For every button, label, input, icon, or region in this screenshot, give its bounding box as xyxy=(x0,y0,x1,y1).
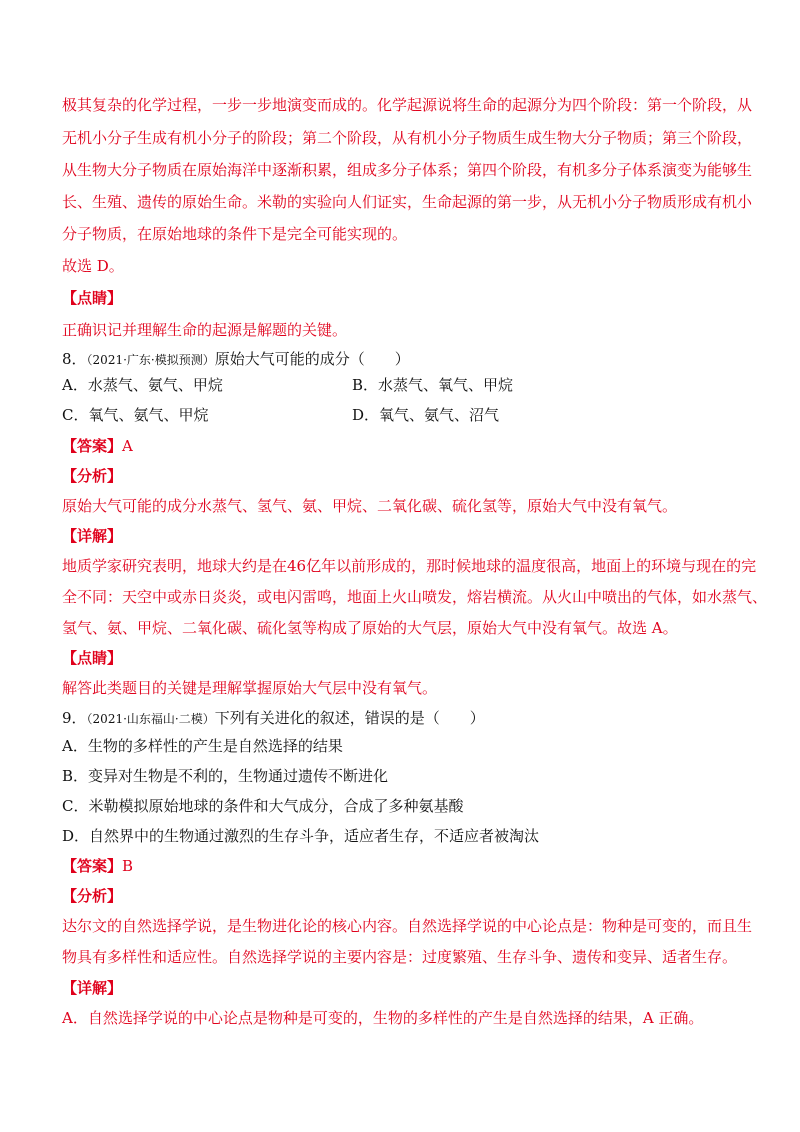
q9-stem: 下列有关进化的叙述，错误的是（ ） xyxy=(214,709,485,727)
q8-option-a: A．水蒸气、氨气、甲烷 xyxy=(62,376,223,394)
intro-comment-tag: 【点睛】 xyxy=(62,289,123,307)
q9-analysis-line-1: 达尔文的自然选择学说，是生物进化论的核心内容。自然选择学说的中心论点是：物种是可变的，而且生 xyxy=(62,917,753,935)
q8-detail-tag: 【详解】 xyxy=(62,527,123,545)
q9-option-b: B．变异对生物是不利的，生物通过遗传不断进化 xyxy=(62,767,389,785)
q8-answer: A xyxy=(122,437,133,455)
q9-stem-line xyxy=(62,708,485,729)
q8-detail-line-3: 氢气、氨、甲烷、二氧化碳、硫化氢等构成了原始的大气层，原始大气中没有氧气。故选 A。 xyxy=(62,619,678,637)
intro-line-4: 长、生殖、遗传的原始生命。米勒的实验向人们证实，生命起源的第一步，从无机小分子物质形成有机小 xyxy=(62,193,753,211)
q9-answer-line xyxy=(62,856,133,876)
q8-stem: 原始大气可能的成分（ ） xyxy=(214,350,410,368)
q8-answer-line xyxy=(62,436,133,456)
intro-conclusion: 故选 D。 xyxy=(62,257,124,275)
intro-line-2: 无机小分子生成有机小分子的阶段；第二个阶段，从有机小分子物质生成生物大分子物质；第三个阶段， xyxy=(62,129,753,147)
q9-option-a: A．生物的多样性的产生是自然选择的结果 xyxy=(62,737,343,755)
q8-answer-tag: 【答案】 xyxy=(62,437,123,455)
q9-option-c: C．米勒模拟原始地球的条件和大气成分，合成了多种氨基酸 xyxy=(62,797,464,815)
q8-option-b: B．水蒸气、氧气、甲烷 xyxy=(352,376,514,394)
q8-comment: 解答此类题目的关键是理解掌握原始大气层中没有氧气。 xyxy=(62,679,438,697)
q9-number: 9． xyxy=(62,709,87,727)
intro-line-3: 从生物大分子物质在原始海洋中逐渐积累，组成多分子体系；第四个阶段，有机多分子体系演变为能够生 xyxy=(62,161,753,179)
intro-comment: 正确识记并理解生命的起源是解题的关键。 xyxy=(62,321,348,339)
q9-source: （2021·山东福山·二模） xyxy=(86,712,215,726)
q9-analysis-line-2: 物具有多样性和适应性。自然选择学说的主要内容是：过度繁殖、生存斗争、遗传和变异、适者生存。 xyxy=(62,948,738,966)
q9-analysis-tag: 【分析】 xyxy=(62,887,123,905)
intro-line-5: 分子物质，在原始地球的条件下是完全可能实现的。 xyxy=(62,225,408,243)
q8-analysis: 原始大气可能的成分水蒸气、氢气、氨、甲烷、二氧化碳、硫化氢等，原始大气中没有氧气。 xyxy=(62,497,678,515)
q9-detail: A．自然选择学说的中心论点是物种是可变的，生物的多样性的产生是自然选择的结果，A 正确。 xyxy=(62,1009,704,1027)
q9-detail-tag: 【详解】 xyxy=(62,979,123,997)
intro-line-1: 极其复杂的化学过程，一步一步地演变而成的。化学起源说将生命的起源分为四个阶段：第一个阶段，从 xyxy=(62,96,753,114)
q8-stem-line xyxy=(62,349,410,370)
q9-option-d: D．自然界中的生物通过激烈的生存斗争，适应者生存，不适应者被淘汰 xyxy=(62,827,540,845)
q8-analysis-tag: 【分析】 xyxy=(62,467,123,485)
q8-source: （2021·广东·模拟预测） xyxy=(86,353,215,367)
q8-comment-tag: 【点睛】 xyxy=(62,649,123,667)
q8-detail-line-1: 地质学家研究表明，地球大约是在46亿年以前形成的，那时候地球的温度很高，地面上的环境与现在的完 xyxy=(62,557,757,575)
q9-answer: B xyxy=(122,857,134,875)
q9-answer-tag: 【答案】 xyxy=(62,857,123,875)
q8-option-c: C．氧气、氨气、甲烷 xyxy=(62,406,209,424)
q8-detail-line-2: 全不同：天空中或赤日炎炎，或电闪雷鸣，地面上火山喷发，熔岩横流。从火山中喷出的气体，如水蒸气、 xyxy=(62,588,768,606)
q8-option-d: D．氧气、氨气、沼气 xyxy=(352,406,500,424)
q8-number: 8． xyxy=(62,350,87,368)
